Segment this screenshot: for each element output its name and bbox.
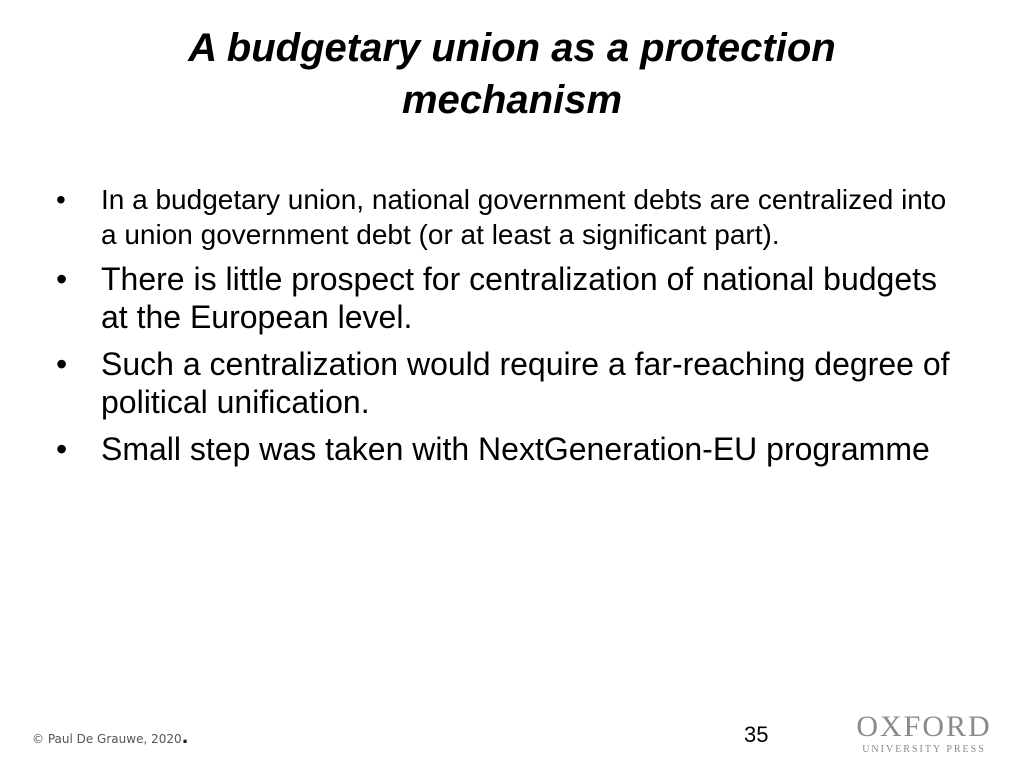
copyright-notice <box>32 727 189 748</box>
logo-sub-text: UNIVERSITY PRESS <box>862 744 986 755</box>
bullet-item <box>56 430 956 468</box>
bullet-item <box>56 260 956 336</box>
bullet-item <box>56 182 956 252</box>
bullet-dot: • <box>56 184 66 215</box>
bullet-list <box>56 182 956 477</box>
bullet-dot: • <box>56 431 68 467</box>
page-number: 35 <box>744 722 769 747</box>
bullet-dot: • <box>56 346 68 382</box>
oxford-logo <box>854 712 994 756</box>
bullet-text: There is little prospect for centralization of national budgets at the European level. <box>101 261 938 335</box>
bullet-text: Such a centralization would require a far-reaching degree of political unification. <box>101 346 950 420</box>
copyright-period: . <box>181 727 189 748</box>
bullet-text: Small step was taken with NextGeneration-EU programme <box>101 431 930 467</box>
bullet-text: In a budgetary union, national government debts are centralized into a union government debt (or at least a significant part). <box>101 184 947 250</box>
logo-main-text: OXFORD <box>856 710 992 743</box>
slide-title: A budgetary union as a protection mechanism <box>188 26 836 122</box>
copyright-text: © Paul De Grauwe, 2020 <box>32 732 182 746</box>
bullet-item <box>56 345 956 421</box>
bullet-dot: • <box>56 261 68 297</box>
